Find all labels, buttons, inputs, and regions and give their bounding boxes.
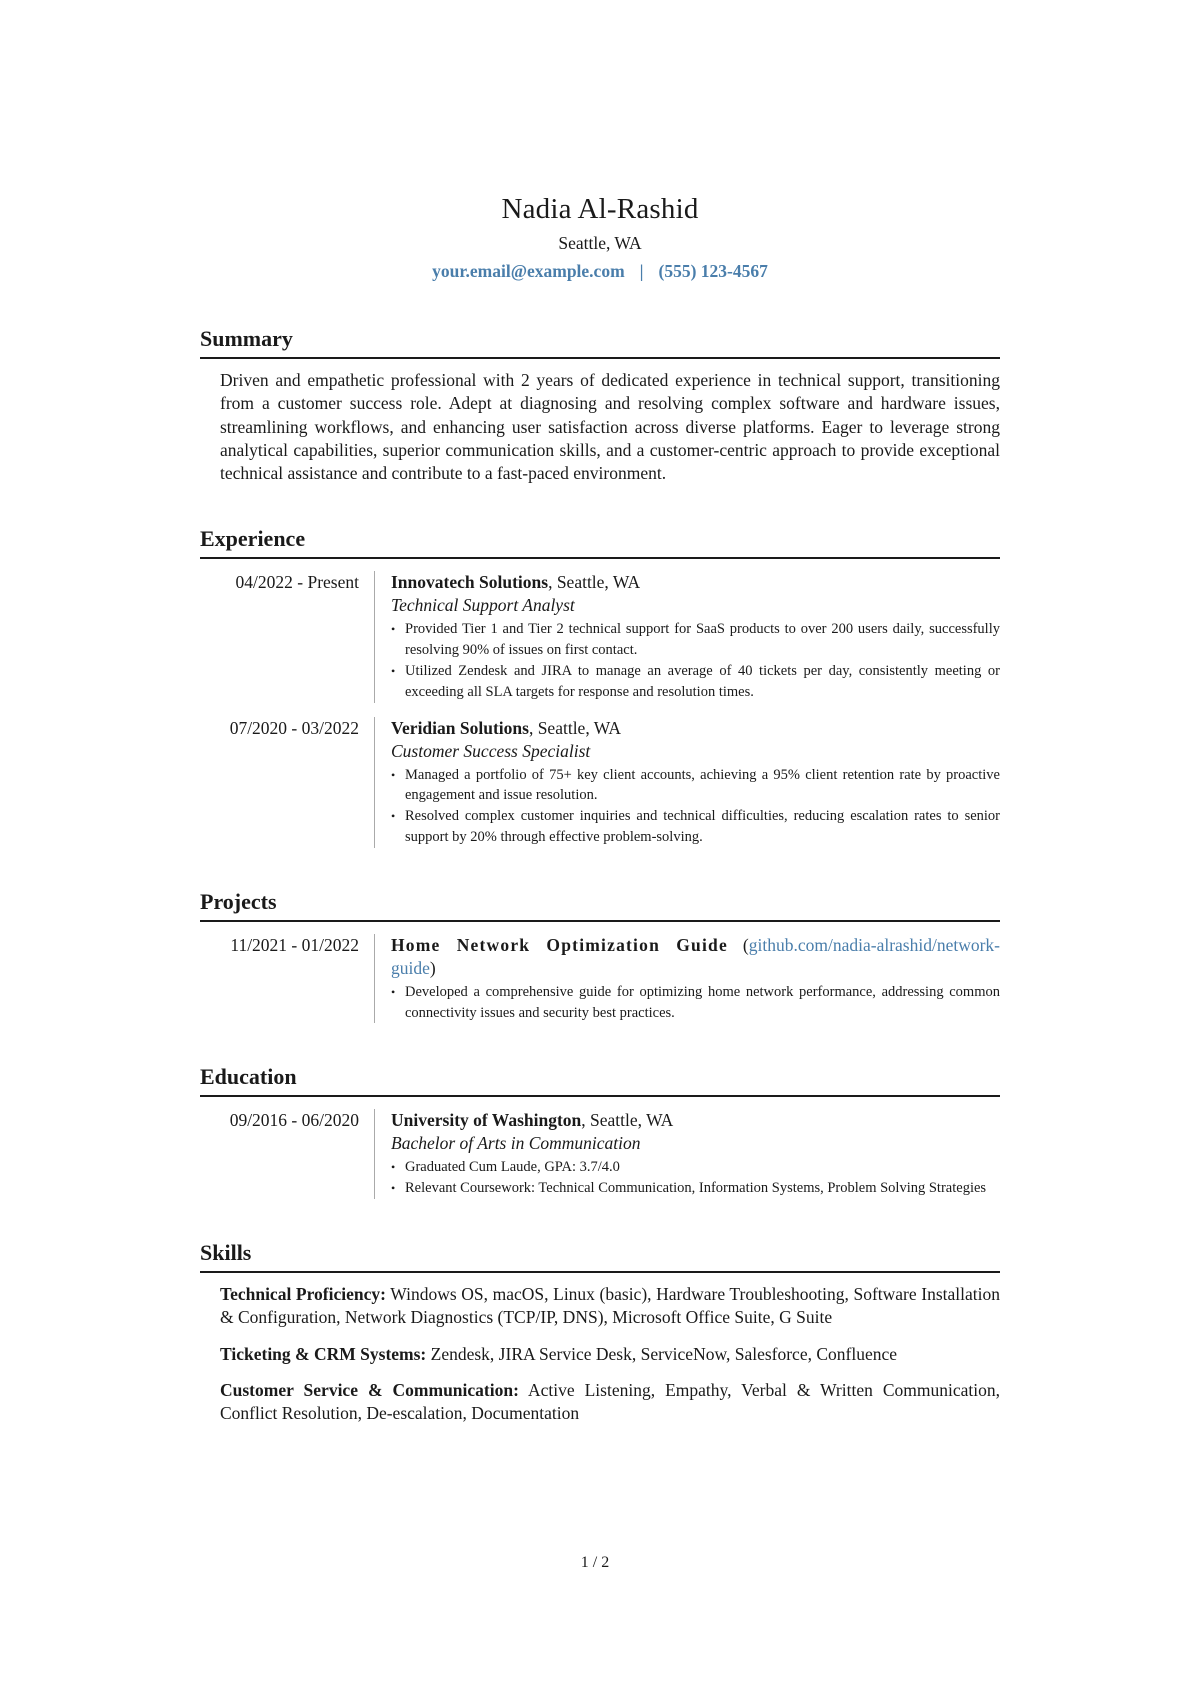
projects-section bbox=[200, 888, 1000, 1024]
projects-heading: Projects bbox=[200, 888, 1000, 922]
skills-section bbox=[200, 1239, 1000, 1425]
entry-bullets bbox=[391, 1157, 1000, 1199]
summary-section bbox=[200, 325, 1000, 485]
experience-entry bbox=[200, 717, 1000, 848]
skill-value: Active Listening, Empathy, Verbal & Written Communication, Conflict Resolution, De-escalation, Documentation bbox=[220, 1379, 1000, 1424]
candidate-location: Seattle, WA bbox=[558, 233, 642, 253]
skill-label: Customer Service & Communication: bbox=[220, 1379, 519, 1400]
entry-organization: Veridian Solutions bbox=[391, 717, 529, 738]
contact-separator: | bbox=[639, 261, 644, 281]
entry-organization: Innovatech Solutions bbox=[391, 572, 549, 593]
entry-heading bbox=[391, 571, 1000, 594]
education-section bbox=[200, 1063, 1000, 1199]
entry-body bbox=[375, 934, 1000, 1024]
entry-bullets bbox=[391, 619, 1000, 702]
link-close-paren: ) bbox=[429, 957, 436, 978]
entry-role: Customer Success Specialist bbox=[391, 740, 591, 761]
contact-line bbox=[200, 259, 1000, 283]
bullet-item: • Graduated Cum Laude, GPA: 3.7/4.0 bbox=[391, 1157, 1000, 1178]
project-name: Home Network Optimization Guide bbox=[391, 934, 728, 955]
experience-heading: Experience bbox=[200, 525, 1000, 559]
entry-location: , Seattle, WA bbox=[581, 1110, 674, 1131]
entry-location: , Seattle, WA bbox=[528, 717, 621, 738]
entry-date: 04/2022 - Present bbox=[200, 571, 375, 702]
entry-heading bbox=[391, 717, 1000, 740]
project-entry bbox=[200, 934, 1000, 1024]
skill-item bbox=[220, 1283, 1000, 1330]
bullet-item: • Relevant Coursework: Technical Communication, Information Systems, Problem Solving Strategies bbox=[391, 1178, 1000, 1199]
summary-text: Driven and empathetic professional with 2 years of dedicated experience in technical support, transitioning from a customer success role. Adept at diagnosing and resolving complex software and hardware issues, streamlining workflows, and enhancing user satisfaction across diverse platforms. Eager to leverage strong analytical capabilities, superior communication skills, and a customer-centric approach to provide exceptional technical assistance and contribute to a fast-paced environment. bbox=[220, 370, 1000, 484]
phone-link[interactable]: (555) 123-4567 bbox=[658, 261, 768, 281]
resume-page bbox=[200, 190, 1000, 1439]
skill-value: Zendesk, JIRA Service Desk, ServiceNow, Salesforce, Confluence bbox=[426, 1343, 898, 1364]
entry-location: , Seattle, WA bbox=[548, 572, 641, 593]
entry-bullets bbox=[391, 982, 1000, 1024]
bullet-item: • Resolved complex customer inquiries and technical difficulties, reducing escalation rates to senior support by 20% through effective problem-solving. bbox=[391, 806, 1000, 848]
email-link[interactable]: your.email@example.com bbox=[432, 261, 625, 281]
link-open-paren: ( bbox=[727, 934, 749, 955]
project-link[interactable]: github.com/nadia-alrashid/network-guide bbox=[391, 934, 1001, 978]
bullet-item: • Utilized Zendesk and JIRA to manage an average of 40 tickets per day, consistently meeting or exceeding all SLA targets for response and resolution times. bbox=[391, 661, 1000, 703]
entry-body bbox=[375, 1109, 1000, 1199]
entry-date: 11/2021 - 01/2022 bbox=[200, 934, 375, 1024]
entry-organization: University of Washington bbox=[391, 1110, 582, 1131]
skill-value: Windows OS, macOS, Linux (basic), Hardware Troubleshooting, Software Installation & Configuration, Network Diagnostics (TCP/IP, DNS), Microsoft Office Suite, G Suite bbox=[220, 1284, 1000, 1328]
experience-section bbox=[200, 525, 1000, 847]
entry-date: 07/2020 - 03/2022 bbox=[200, 717, 375, 848]
skill-label: Technical Proficiency: bbox=[220, 1284, 386, 1305]
bullet-item: • Developed a comprehensive guide for optimizing home network performance, addressing common connectivity issues and security best practices. bbox=[391, 982, 1000, 1024]
skills-heading: Skills bbox=[200, 1239, 1000, 1273]
skills-list bbox=[220, 1283, 1000, 1425]
project-heading bbox=[391, 934, 1000, 980]
education-entry bbox=[200, 1109, 1000, 1199]
entry-body bbox=[375, 717, 1000, 848]
skill-label: Ticketing & CRM Systems: bbox=[220, 1343, 427, 1364]
bullet-item: • Provided Tier 1 and Tier 2 technical support for SaaS products to over 200 users daily, successfully resolving 90% of issues on first contact. bbox=[391, 619, 1000, 661]
bullet-item: • Managed a portfolio of 75+ key client accounts, achieving a 95% client retention rate by proactive engagement and issue resolution. bbox=[391, 765, 1000, 807]
education-heading: Education bbox=[200, 1063, 1000, 1097]
summary-heading: Summary bbox=[200, 325, 1000, 359]
page-number: 1 / 2 bbox=[580, 1554, 610, 1571]
entry-role: Technical Support Analyst bbox=[391, 595, 575, 616]
entry-date: 09/2016 - 06/2020 bbox=[200, 1109, 375, 1199]
experience-entry bbox=[200, 571, 1000, 702]
entry-role: Bachelor of Arts in Communication bbox=[391, 1133, 641, 1154]
entry-body bbox=[375, 571, 1000, 702]
skill-item bbox=[220, 1379, 1000, 1426]
skill-item bbox=[220, 1343, 1000, 1366]
resume-header bbox=[200, 190, 1000, 283]
candidate-name: Nadia Al-Rashid bbox=[501, 193, 699, 225]
entry-heading bbox=[391, 1109, 1000, 1132]
entry-bullets bbox=[391, 765, 1000, 848]
